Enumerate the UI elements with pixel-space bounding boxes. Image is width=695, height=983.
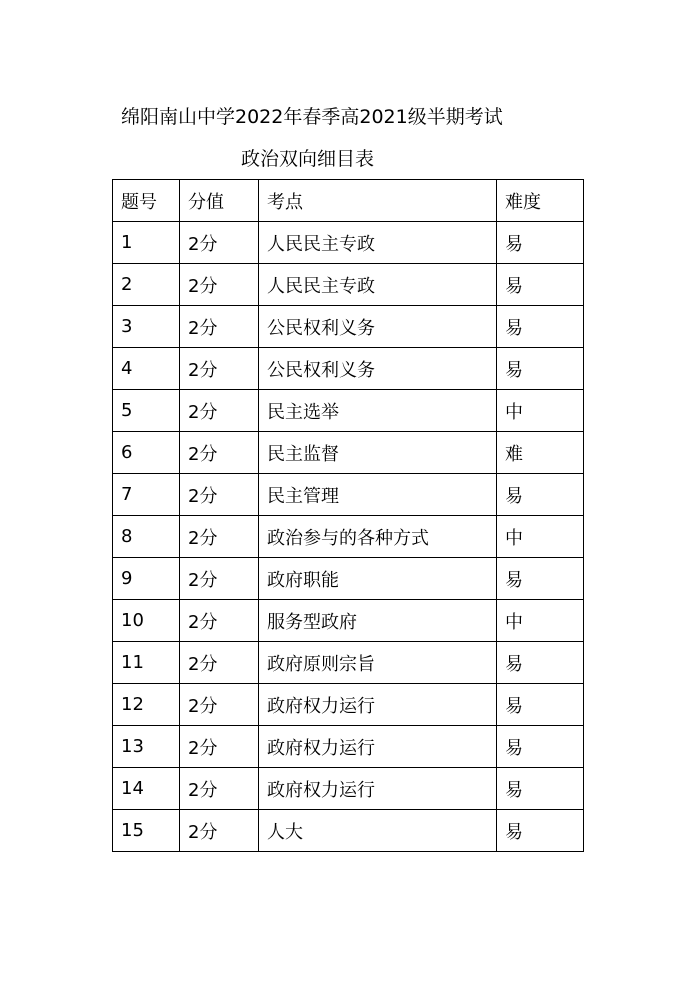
cell-test-point: 政府权力运行 xyxy=(259,726,497,768)
cell-difficulty: 易 xyxy=(497,726,584,768)
header-question-number: 题号 xyxy=(113,180,180,222)
table-row xyxy=(113,264,584,306)
cell-question-number: 1 xyxy=(113,222,180,264)
cell-difficulty: 易 xyxy=(497,642,584,684)
cell-difficulty: 易 xyxy=(497,810,584,852)
cell-question-number: 6 xyxy=(113,432,180,474)
cell-score: 2分 xyxy=(180,432,259,474)
cell-question-number: 13 xyxy=(113,726,180,768)
cell-score: 2分 xyxy=(180,642,259,684)
cell-question-number: 15 xyxy=(113,810,180,852)
cell-score: 2分 xyxy=(180,264,259,306)
cell-score: 2分 xyxy=(180,348,259,390)
cell-test-point: 服务型政府 xyxy=(259,600,497,642)
table-row xyxy=(113,222,584,264)
cell-question-number: 5 xyxy=(113,390,180,432)
cell-score: 2分 xyxy=(180,306,259,348)
table-row xyxy=(113,474,584,516)
cell-difficulty: 易 xyxy=(497,306,584,348)
cell-score: 2分 xyxy=(180,558,259,600)
cell-difficulty: 易 xyxy=(497,348,584,390)
cell-question-number: 3 xyxy=(113,306,180,348)
header-test-point: 考点 xyxy=(259,180,497,222)
table-row xyxy=(113,684,584,726)
table-row xyxy=(113,726,584,768)
table-row xyxy=(113,600,584,642)
cell-question-number: 14 xyxy=(113,768,180,810)
cell-difficulty: 易 xyxy=(497,558,584,600)
table-row xyxy=(113,390,584,432)
cell-test-point: 人民民主专政 xyxy=(259,264,497,306)
header-difficulty: 难度 xyxy=(497,180,584,222)
cell-difficulty: 易 xyxy=(497,222,584,264)
cell-score: 2分 xyxy=(180,474,259,516)
table-row xyxy=(113,348,584,390)
table-row xyxy=(113,810,584,852)
table-row xyxy=(113,432,584,474)
document-title: 绵阳南山中学2022年春季高2021级半期考试 xyxy=(121,106,503,128)
cell-question-number: 10 xyxy=(113,600,180,642)
table-row xyxy=(113,768,584,810)
cell-difficulty: 易 xyxy=(497,684,584,726)
cell-score: 2分 xyxy=(180,684,259,726)
cell-test-point: 人民民主专政 xyxy=(259,222,497,264)
cell-test-point: 民主管理 xyxy=(259,474,497,516)
table-row xyxy=(113,306,584,348)
document-subtitle: 政治双向细目表 xyxy=(241,148,375,170)
cell-score: 2分 xyxy=(180,390,259,432)
header-score: 分值 xyxy=(180,180,259,222)
cell-score: 2分 xyxy=(180,600,259,642)
cell-test-point: 政治参与的各种方式 xyxy=(259,516,497,558)
cell-test-point: 公民权利义务 xyxy=(259,348,497,390)
cell-test-point: 公民权利义务 xyxy=(259,306,497,348)
cell-difficulty: 易 xyxy=(497,768,584,810)
cell-question-number: 4 xyxy=(113,348,180,390)
cell-score: 2分 xyxy=(180,516,259,558)
cell-score: 2分 xyxy=(180,726,259,768)
cell-question-number: 7 xyxy=(113,474,180,516)
cell-question-number: 2 xyxy=(113,264,180,306)
table-row xyxy=(113,642,584,684)
cell-score: 2分 xyxy=(180,222,259,264)
cell-test-point: 政府职能 xyxy=(259,558,497,600)
cell-difficulty: 易 xyxy=(497,264,584,306)
cell-difficulty: 易 xyxy=(497,474,584,516)
cell-test-point: 政府权力运行 xyxy=(259,768,497,810)
cell-question-number: 12 xyxy=(113,684,180,726)
table-row xyxy=(113,558,584,600)
cell-test-point: 民主监督 xyxy=(259,432,497,474)
cell-test-point: 人大 xyxy=(259,810,497,852)
table-header-row xyxy=(113,180,584,222)
cell-question-number: 9 xyxy=(113,558,180,600)
table-row xyxy=(113,516,584,558)
cell-test-point: 民主选举 xyxy=(259,390,497,432)
cell-difficulty: 中 xyxy=(497,600,584,642)
cell-score: 2分 xyxy=(180,768,259,810)
cell-question-number: 8 xyxy=(113,516,180,558)
cell-test-point: 政府权力运行 xyxy=(259,684,497,726)
cell-difficulty: 中 xyxy=(497,390,584,432)
detail-table xyxy=(112,179,584,852)
cell-difficulty: 难 xyxy=(497,432,584,474)
cell-question-number: 11 xyxy=(113,642,180,684)
cell-test-point: 政府原则宗旨 xyxy=(259,642,497,684)
cell-score: 2分 xyxy=(180,810,259,852)
cell-difficulty: 中 xyxy=(497,516,584,558)
